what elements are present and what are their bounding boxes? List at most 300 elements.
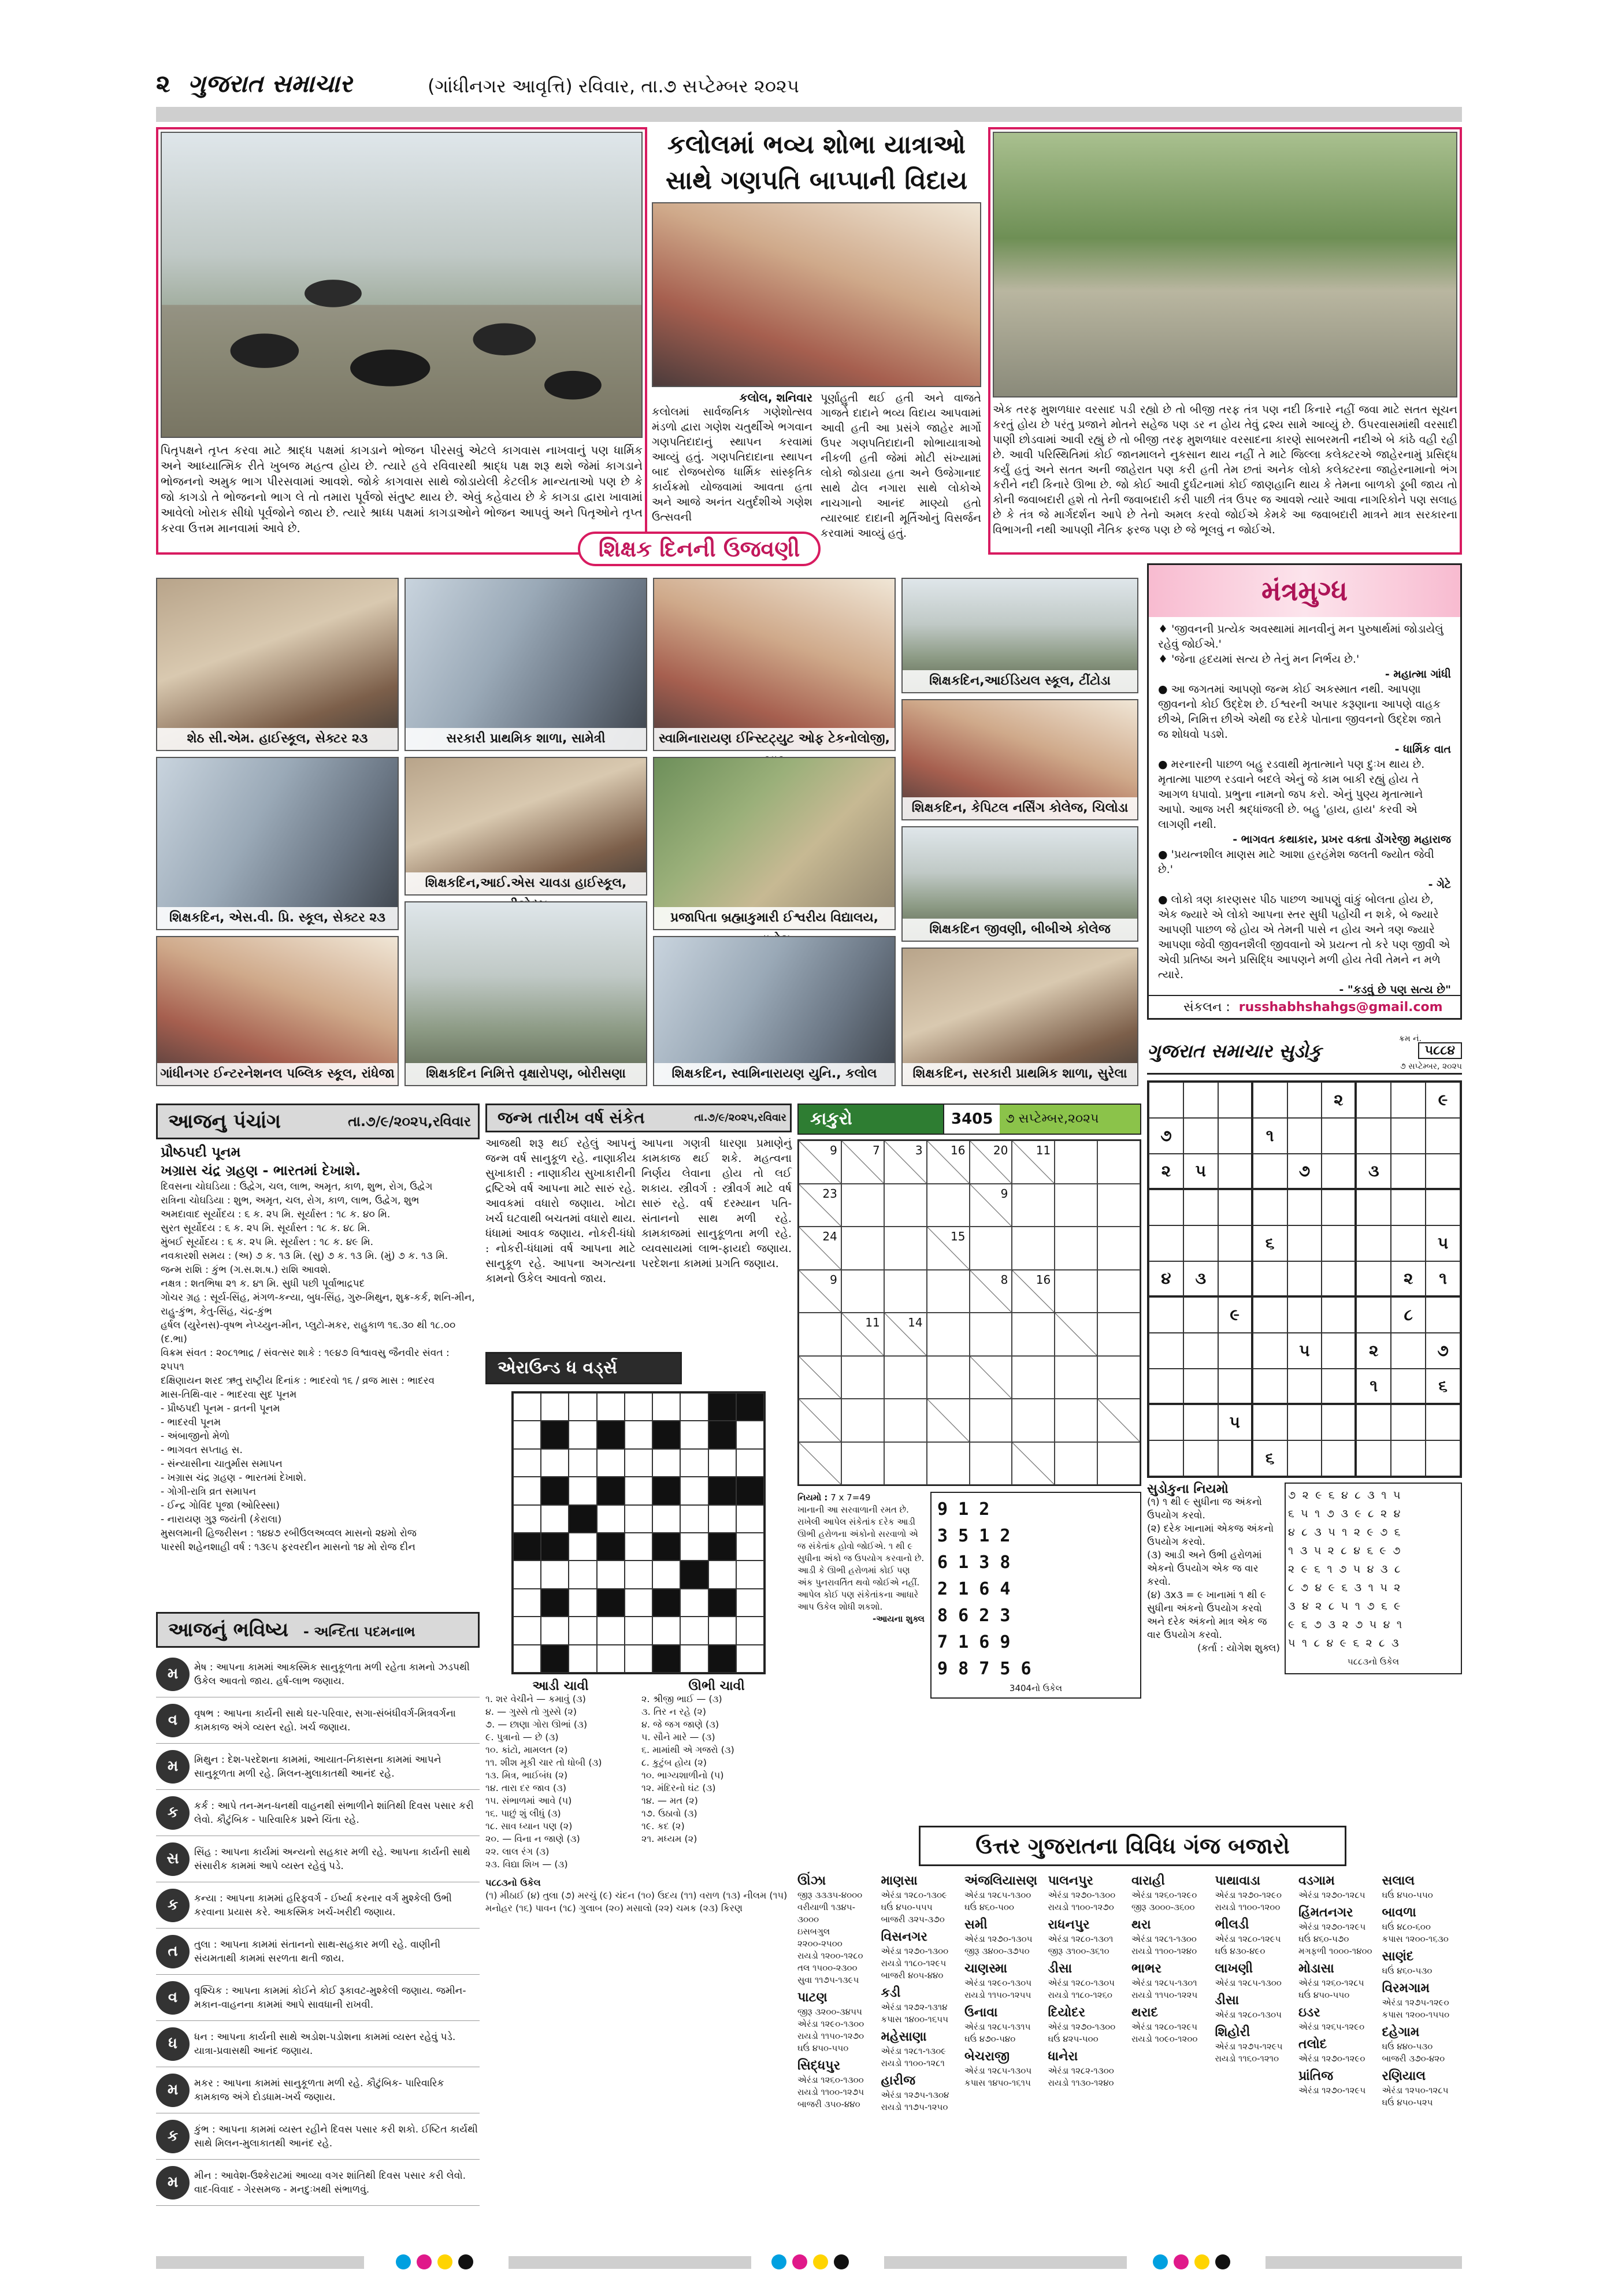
mandi-price: એરંડા ૧૨૭૦-૧૩૦૦ (1048, 2022, 1116, 2032)
sudoku-cell[interactable]: ૯ (1218, 1297, 1253, 1333)
sudoku-cell[interactable] (1218, 1261, 1253, 1297)
words-cell[interactable] (597, 1393, 625, 1421)
kakuro-entry-cell[interactable] (841, 1270, 884, 1313)
sudoku-cell[interactable] (1218, 1333, 1253, 1369)
words-cell[interactable] (680, 1617, 708, 1644)
sudoku-cell[interactable] (1322, 1297, 1356, 1333)
kakuro-clue-number: 9 (1000, 1186, 1008, 1201)
teachers-photo-12: શિક્ષકદિન, સ્વામિનારાયણ યુનિ., કલોલ (653, 936, 896, 1086)
words-cell[interactable] (569, 1477, 596, 1504)
across-title: આડી ચાવી (532, 1679, 589, 1693)
words-cell[interactable] (625, 1561, 652, 1588)
sudoku-cell[interactable] (1356, 1190, 1391, 1225)
words-cell[interactable] (597, 1645, 625, 1673)
mandi-price: એરંડા ૧૨૮૫-૧૩૦૦ (1215, 1978, 1282, 1988)
rashi-text: ધન : આપના કાર્યની સાથે અડોશ-પડોશના કામમાં વ્યસ્ત રહેવું પડે. યાત્રા-પ્રવાસથી આનંદ જણાય. (194, 2031, 456, 2057)
sudoku-cell[interactable] (1287, 1225, 1322, 1261)
words-cell[interactable] (513, 1449, 541, 1477)
sudoku-cell[interactable]: ૧ (1253, 1118, 1287, 1154)
rashi-icon: ક (156, 2120, 190, 2153)
kakuro-clue-cell (927, 1399, 970, 1442)
panchang-line: મુસલમાની હિજરીસન : ૧૪૪૭ રબીઉલઅવ્વલ માસનો ૨૪મો રોજ (161, 1528, 417, 1539)
kakuro-entry-cell[interactable] (927, 1356, 970, 1399)
kakuro-clue-cell (970, 1140, 1012, 1184)
mandi-price: રાયડો ૧૧૮૦-૧૨૯૫ (881, 1958, 947, 1968)
sudoku-cell[interactable]: ૩ (1183, 1261, 1218, 1297)
kakuro-entry-cell[interactable] (970, 1442, 1012, 1485)
registration-dot (771, 2254, 786, 2269)
teachers-photo-4: શિક્ષકદિન,આઈડિયલ સ્કૂલ, ટીંટોડા (901, 578, 1138, 693)
kakuro-entry-cell[interactable] (927, 1442, 970, 1485)
sudoku-cell[interactable]: ૬ (1253, 1440, 1287, 1476)
words-cell[interactable] (513, 1561, 541, 1588)
ganpati-headline (652, 127, 981, 199)
sudoku-cell[interactable] (1287, 1118, 1322, 1154)
mandi-price: એરંડા ૧૨૭૨-૧૩૧૪ (881, 2002, 948, 2012)
sudoku-cell[interactable] (1391, 1154, 1426, 1190)
sudoku-cell[interactable] (1356, 1405, 1391, 1440)
rashi-icon: મ (156, 1750, 190, 1784)
sudoku-cell[interactable]: ૨ (1149, 1154, 1183, 1190)
kakuro-entry-cell[interactable] (1097, 1313, 1140, 1356)
rashi-icon: ત (156, 1935, 190, 1968)
kakuro-entry-cell[interactable] (884, 1399, 927, 1442)
sudoku-cell[interactable] (1149, 1440, 1183, 1476)
mandi-price: એરંડા ૧૨૮૧-૧૩૦૯ (881, 2046, 947, 2056)
words-cell[interactable] (680, 1421, 708, 1448)
words-cell[interactable] (680, 1505, 708, 1533)
mandi-price: જીરૂ ૩૩૩૫-૪૦૦૦ (797, 1890, 863, 1900)
words-black-cell (708, 1645, 736, 1673)
words-cell[interactable] (680, 1645, 708, 1673)
sudoku-grid[interactable] (1147, 1080, 1462, 1478)
words-cell[interactable] (541, 1561, 569, 1588)
kakuro-entry-cell[interactable] (1055, 1270, 1097, 1313)
masthead-rule (156, 107, 1462, 122)
words-black-cell (597, 1421, 625, 1448)
kakuro-entry-cell[interactable] (1012, 1313, 1055, 1356)
mandi-city: પાલનપુર (1048, 1874, 1093, 1888)
sudoku-cell[interactable]: ૬ (1426, 1369, 1460, 1405)
sudoku-cell[interactable] (1391, 1333, 1426, 1369)
crows-text: પિતૃપક્ષને તૃપ્ત કરવા માટે શ્રાદ્ધ પક્ષમાં કાગડાને ભોજન પીરસવું એટલે કાગવાસ નાખવાનું પણ ધાર્મિક અને આધ્યાત્મિક રીતે ખુબજ મહત્વ હોય છે. ત્યારે હવે રવિવારથી શ્રાદ્ધ પક્ષ શરૂ થશે જેમાં કાગડાને ભોજનનો અમુક ભાગ પીરસવામાં આવશે. જોકે કાગવાસ સાથે જોડાયેલી કેટલીક માન્યતાઓ પણ છે કે જો કાગડો તે ભોજનનો ભાગ લે તો તમારા પૂર્વજો સંતુષ્ટ થાય છે. એવું કહેવાય છે કે કાગડા દ્વારા ખાવામાં આવેલો ખોરાક સીધો પૂર્વજોને જાય છે. ત્યારે શ્રાધ્ધ પક્ષમાં કાગડાઓને ભોજન આપવું અને પિતૃઓને તૃપ્ત કરવા ઉત્તમ માનવામાં આવે છે. (161, 443, 643, 535)
sudoku-cell[interactable]: ૨ (1391, 1261, 1426, 1297)
ganpati-body (652, 391, 981, 541)
kakuro-clue-number: 9 (830, 1272, 837, 1287)
kakuro-clue-cell (799, 1184, 841, 1227)
sudoku-cell[interactable] (1356, 1297, 1391, 1333)
kakuro-entry-cell[interactable] (1097, 1356, 1140, 1399)
kakuro-entry-cell[interactable] (884, 1356, 927, 1399)
mandi-price: રાયડો ૧૧૦૦-૧૨૭૫ (797, 2087, 864, 2097)
sudoku-cell[interactable] (1426, 1190, 1460, 1225)
kakuro-entry-cell[interactable] (1097, 1442, 1140, 1485)
kakuro-entry-cell[interactable] (1097, 1184, 1140, 1227)
mandi-price: એરંડા ૧૨૭૦-૧૩૦૦ (1048, 1890, 1116, 1900)
words-cell[interactable] (597, 1617, 625, 1644)
sudoku-cell[interactable] (1287, 1297, 1322, 1333)
words-cell[interactable] (569, 1589, 596, 1617)
sudoku-cell[interactable] (1322, 1225, 1356, 1261)
kakuro-clue-cell (927, 1140, 970, 1184)
sudoku-cell[interactable] (1183, 1297, 1218, 1333)
words-cell[interactable] (625, 1393, 652, 1421)
words-cell[interactable] (680, 1449, 708, 1477)
page-number: ૨ (156, 69, 170, 98)
words-cell[interactable] (680, 1393, 708, 1421)
words-cell[interactable] (652, 1561, 680, 1588)
words-cell[interactable] (625, 1533, 652, 1561)
sudoku-cell[interactable] (1322, 1440, 1356, 1476)
sudoku-cell[interactable] (1287, 1405, 1322, 1440)
mandi-city: હિંમતનગર (1298, 1905, 1353, 1920)
words-cell[interactable] (513, 1645, 541, 1673)
words-cell[interactable] (736, 1561, 764, 1588)
sudoku-cell[interactable] (1218, 1082, 1253, 1118)
sudoku-cell[interactable] (1183, 1225, 1218, 1261)
mandi-city: હારીજ (881, 2074, 916, 2088)
mandi-city: દહેગામ (1382, 2025, 1420, 2039)
mandi-city: ડીસા (1048, 1961, 1073, 1976)
sudoku-cell[interactable] (1391, 1369, 1426, 1405)
sudoku-cell[interactable]: ૩ (1356, 1154, 1391, 1190)
kakuro-entry-cell[interactable] (884, 1184, 927, 1227)
sudoku-cell[interactable] (1322, 1118, 1356, 1154)
words-cell[interactable] (541, 1449, 569, 1477)
kakuro-entry-cell[interactable] (970, 1227, 1012, 1270)
sudoku-cell[interactable]: ૨ (1322, 1082, 1356, 1118)
sudoku-cell[interactable] (1356, 1082, 1391, 1118)
words-cell[interactable] (541, 1393, 569, 1421)
sudoku-cell[interactable] (1356, 1440, 1391, 1476)
sudoku-cell[interactable] (1391, 1190, 1426, 1225)
sudoku-cell[interactable] (1253, 1082, 1287, 1118)
rashi-icon: વ (156, 1981, 190, 2015)
mantra-item-1: ♦ 'જીવનની પ્રત્યેક અવસ્થામાં માનવીનું મન પુરુષાર્થમાં જોડાયેલું રહેવું જોઈએ.' (1158, 623, 1443, 651)
mandi-city: મોડાસા (1298, 1961, 1334, 1976)
sudoku-cell[interactable] (1287, 1261, 1322, 1297)
sudoku-cell[interactable] (1253, 1261, 1287, 1297)
mantramugdh-title: મંત્રમુગ્ધ (1149, 565, 1460, 617)
kakuro-entry-cell[interactable] (1055, 1140, 1097, 1184)
words-cell[interactable] (597, 1505, 625, 1533)
sudoku-cell[interactable]: ૧ (1356, 1369, 1391, 1405)
kakuro-entry-cell[interactable] (841, 1356, 884, 1399)
kakuro-entry-cell[interactable] (884, 1270, 927, 1313)
words-cell[interactable] (708, 1505, 736, 1533)
mandi-city: ઉનાવા (964, 2005, 998, 2020)
kakuro-entry-cell[interactable] (1012, 1356, 1055, 1399)
kakuro-solution-row: 9 1 2 (937, 1499, 990, 1519)
panchang-line: માસ-તિથિ-વાર - ભાદરવા સુદ પૂનમ (161, 1389, 297, 1400)
mandi-price: વરીયાળી ૧૩૪૫- (797, 1902, 856, 1912)
birthday-section (485, 1104, 792, 1346)
sudoku-cell[interactable] (1149, 1225, 1183, 1261)
words-cell[interactable] (541, 1505, 569, 1533)
words-cell[interactable] (513, 1589, 541, 1617)
sudoku-cell[interactable] (1322, 1369, 1356, 1405)
sudoku-cell[interactable] (1322, 1405, 1356, 1440)
words-cell[interactable] (569, 1421, 596, 1448)
kakuro-entry-cell[interactable] (841, 1227, 884, 1270)
kakuro-entry-cell[interactable] (1097, 1270, 1140, 1313)
words-cell[interactable] (513, 1393, 541, 1421)
sudoku-cell[interactable] (1391, 1118, 1426, 1154)
mandi-column (797, 1870, 878, 2216)
sudoku-cell[interactable]: ૫ (1218, 1405, 1253, 1440)
sudoku-cell[interactable]: ૭ (1287, 1154, 1322, 1190)
words-cell[interactable] (736, 1421, 764, 1448)
kakuro-entry-cell[interactable] (841, 1399, 884, 1442)
around-words-grid[interactable] (511, 1391, 766, 1674)
kakuro-entry-cell[interactable] (841, 1184, 884, 1227)
sudoku-cell[interactable] (1183, 1369, 1218, 1405)
sudoku-cell[interactable] (1183, 1405, 1218, 1440)
kakuro-clue-cell (970, 1356, 1012, 1399)
kakuro-entry-cell[interactable] (927, 1313, 970, 1356)
mandi-city: થરા (1131, 1918, 1151, 1932)
kakuro-entry-cell[interactable] (927, 1270, 970, 1313)
kakuro-entry-cell[interactable] (1055, 1442, 1097, 1485)
words-cell[interactable] (736, 1449, 764, 1477)
compiler-label: સંકલન : (1183, 1000, 1230, 1015)
mandi-city: તલોદ (1298, 2037, 1327, 2052)
across-clue: ૧. શર વેચીને — કમાવું (૩) (485, 1693, 586, 1704)
mandi-city: પાટણ (797, 1990, 827, 2005)
sudoku-cell[interactable] (1183, 1118, 1218, 1154)
sudoku-cell[interactable]: ૫ (1426, 1225, 1460, 1261)
around-words-section (485, 1352, 792, 2224)
sudoku-cell[interactable] (1218, 1190, 1253, 1225)
around-words-clues (485, 1680, 792, 1871)
words-cell[interactable] (569, 1645, 596, 1673)
kakuro-grid[interactable] (797, 1139, 1141, 1486)
words-cell[interactable] (736, 1505, 764, 1533)
sudoku-cell[interactable]: ૭ (1426, 1333, 1460, 1369)
sudoku-cell[interactable] (1183, 1082, 1218, 1118)
sudoku-cell[interactable] (1183, 1440, 1218, 1476)
mandi-price: ઘઉં ૪૫૦-૫૫૦ (1298, 1990, 1350, 2000)
sudoku-cell[interactable] (1149, 1333, 1183, 1369)
rashi-text: તુલા : આપના કામમાં સંતાનનો સાથ-સહકાર મળી રહે. વાણીની સંયમતાથી કામમાં સરળતા થતી જાય. (194, 1938, 441, 1964)
sudoku-cell[interactable]: ૯ (1426, 1082, 1460, 1118)
rashi-row (156, 2160, 480, 2206)
registration-dot (813, 2254, 828, 2269)
registration-dot (396, 2254, 411, 2269)
words-cell[interactable] (625, 1617, 652, 1644)
words-cell[interactable] (597, 1561, 625, 1588)
sudoku-cell[interactable] (1183, 1190, 1218, 1225)
kakuro-clue-number: 24 (822, 1229, 837, 1243)
words-cell[interactable] (652, 1393, 680, 1421)
sudoku-cell[interactable] (1218, 1118, 1253, 1154)
words-cell[interactable] (625, 1449, 652, 1477)
sudoku-cell[interactable] (1356, 1261, 1391, 1297)
sudoku-cell[interactable]: ૫ (1287, 1333, 1322, 1369)
kakuro-entry-cell[interactable] (970, 1313, 1012, 1356)
sudoku-cell[interactable] (1426, 1118, 1460, 1154)
down-clue: ૧૨. મંદિરનો ઘંટ (૩) (641, 1782, 716, 1793)
words-cell[interactable] (736, 1617, 764, 1644)
words-cell[interactable] (736, 1589, 764, 1617)
sudoku-cell[interactable] (1218, 1369, 1253, 1405)
kakuro-entry-cell[interactable] (1012, 1399, 1055, 1442)
words-cell[interactable] (680, 1533, 708, 1561)
sudoku-cell[interactable] (1218, 1225, 1253, 1261)
kakuro-solution-row: 8 6 2 3 (937, 1606, 1011, 1626)
words-cell[interactable] (652, 1617, 680, 1644)
sudoku-cell[interactable] (1218, 1440, 1253, 1476)
sudoku-cell[interactable]: ૬ (1253, 1225, 1287, 1261)
sudoku-cell[interactable]: ૪ (1149, 1261, 1183, 1297)
sudoku-cell[interactable] (1149, 1190, 1183, 1225)
sudoku-cell[interactable] (1253, 1405, 1287, 1440)
mandi-city: બેચરાજી (964, 2049, 1010, 2064)
compiler-email[interactable]: russhabhshahgs@gmail.com (1238, 1000, 1443, 1015)
words-cell[interactable] (569, 1393, 596, 1421)
sudoku-cell[interactable] (1322, 1261, 1356, 1297)
sudoku-cell[interactable] (1391, 1440, 1426, 1476)
words-cell[interactable] (569, 1617, 596, 1644)
sudoku-cell[interactable] (1426, 1440, 1460, 1476)
kakuro-entry-cell[interactable] (884, 1442, 927, 1485)
footer-rule-left (156, 2256, 364, 2269)
mandi-city: રાધનપુર (1048, 1918, 1090, 1932)
words-cell[interactable] (625, 1589, 652, 1617)
words-cell[interactable] (541, 1617, 569, 1644)
kakuro-entry-cell[interactable] (970, 1399, 1012, 1442)
words-cell[interactable] (597, 1449, 625, 1477)
kakuro-entry-cell[interactable] (1097, 1227, 1140, 1270)
words-cell[interactable] (569, 1449, 596, 1477)
kakuro-entry-cell[interactable] (927, 1184, 970, 1227)
sudoku-cell[interactable] (1218, 1154, 1253, 1190)
words-cell[interactable] (680, 1589, 708, 1617)
words-cell[interactable] (625, 1505, 652, 1533)
words-cell[interactable] (708, 1561, 736, 1588)
sudoku-cell[interactable] (1253, 1297, 1287, 1333)
sudoku-cell[interactable] (1253, 1369, 1287, 1405)
words-cell[interactable] (652, 1505, 680, 1533)
words-cell[interactable] (513, 1617, 541, 1644)
sudoku-cell[interactable]: ૫ (1183, 1154, 1218, 1190)
kakuro-entry-cell[interactable] (1012, 1184, 1055, 1227)
sudoku-cell[interactable] (1391, 1405, 1426, 1440)
sudoku-cell[interactable] (1356, 1118, 1391, 1154)
sudoku-cell[interactable] (1149, 1405, 1183, 1440)
mantra-credit-4: - ગેટે (1428, 878, 1451, 891)
registration-dot (458, 2254, 473, 2269)
words-cell[interactable] (652, 1449, 680, 1477)
words-black-cell (708, 1477, 736, 1504)
sudoku-cell[interactable] (1149, 1082, 1183, 1118)
words-cell[interactable] (680, 1477, 708, 1504)
sudoku-cell[interactable]: ૭ (1149, 1118, 1183, 1154)
kakuro-clue-number: 11 (865, 1316, 880, 1329)
words-cell[interactable] (513, 1505, 541, 1533)
footer-rule-mid2 (884, 2256, 1127, 2269)
words-cell[interactable] (625, 1421, 652, 1448)
words-cell[interactable] (625, 1645, 652, 1673)
kakuro-entry-cell[interactable] (1097, 1140, 1140, 1184)
sudoku-cell[interactable] (1391, 1082, 1426, 1118)
sudoku-cell[interactable] (1426, 1405, 1460, 1440)
mandi-price: એરંડા ૧૨૮૫-૧૩૧૫ (964, 2022, 1031, 2032)
sudoku-cell[interactable] (1322, 1333, 1356, 1369)
sudoku-cell[interactable] (1287, 1440, 1322, 1476)
sudoku-cell[interactable]: ૧ (1426, 1261, 1460, 1297)
words-cell[interactable] (625, 1477, 652, 1504)
kakuro-rules-size: 7 x 7=49 (830, 1492, 871, 1503)
words-cell[interactable] (708, 1617, 736, 1644)
kakuro-clue-cell (799, 1356, 841, 1399)
words-cell[interactable] (513, 1421, 541, 1448)
sudoku-cell[interactable] (1149, 1369, 1183, 1405)
mandi-column (1298, 1870, 1379, 2216)
words-black-cell (541, 1421, 569, 1448)
kakuro-entry-cell[interactable] (884, 1227, 927, 1270)
sudoku-cell[interactable] (1391, 1225, 1426, 1261)
sudoku-cell[interactable] (1287, 1190, 1322, 1225)
words-cell[interactable] (736, 1533, 764, 1561)
sudoku-cell[interactable] (1149, 1297, 1183, 1333)
kakuro-entry-cell[interactable] (841, 1442, 884, 1485)
footer-color-dots-left (393, 2254, 476, 2272)
kakuro-entry-cell[interactable] (799, 1313, 841, 1356)
sudoku-cell[interactable] (1322, 1190, 1356, 1225)
words-black-cell (708, 1421, 736, 1448)
ganpati-headline-2: સાથે ગણપતિ બાપ્પાની વિદાય (665, 166, 968, 195)
words-cell[interactable] (569, 1561, 596, 1588)
mandi-price: બાજરી ૩૭૦-૪૨૦ (1382, 2053, 1445, 2064)
around-words-header: એરાઉન્ડ ધ વર્ડ્સ (485, 1352, 682, 1384)
sudoku-cell[interactable] (1183, 1333, 1218, 1369)
kakuro-entry-cell[interactable] (1055, 1184, 1097, 1227)
sudoku-cell[interactable]: ૮ (1391, 1297, 1426, 1333)
sudoku-cell[interactable] (1253, 1333, 1287, 1369)
mandi-price: સુવા ૧૧૭૫-૧૩૯૫ (797, 1975, 859, 1985)
words-cell[interactable] (569, 1533, 596, 1561)
words-cell[interactable] (513, 1477, 541, 1504)
sudoku-cell[interactable] (1426, 1297, 1460, 1333)
sudoku-cell[interactable] (1322, 1154, 1356, 1190)
words-cell[interactable] (736, 1645, 764, 1673)
sudoku-cell[interactable] (1253, 1154, 1287, 1190)
sudoku-cell[interactable]: ૨ (1356, 1333, 1391, 1369)
mandi-price: એરંડા ૧૨૬૦-૧૨૮૫ (1298, 1978, 1364, 1988)
kakuro-entry-cell[interactable] (1055, 1399, 1097, 1442)
sudoku-cell[interactable] (1287, 1369, 1322, 1405)
kakuro-entry-cell[interactable] (1012, 1227, 1055, 1270)
kakuro-clue-number: 3 (915, 1143, 923, 1157)
kakuro-clue-number: 20 (993, 1143, 1008, 1157)
registration-dot (1194, 2254, 1209, 2269)
mantra-item-5: ● 'પ્રયત્નશીલ માણસ માટે આશા હરહંમેશ જલતી જ્યોત જેવી છે.' (1158, 848, 1434, 876)
sudoku-lower (1147, 1483, 1462, 1674)
kakuro-entry-cell[interactable] (1055, 1356, 1097, 1399)
rashi-row (156, 1744, 480, 1790)
rashi-row (156, 2067, 480, 2113)
mandi-price: રાયડો ૧૧૭૫-૧૨૫૦ (881, 2102, 948, 2112)
kakuro-date: ૭ સપ્ટેમ્બર,૨૦૨૫ (1000, 1105, 1140, 1134)
sudoku-cell[interactable] (1356, 1225, 1391, 1261)
words-cell[interactable] (708, 1449, 736, 1477)
kakuro-entry-cell[interactable] (1055, 1227, 1097, 1270)
mandi-column (1215, 1870, 1296, 2216)
sudoku-cell[interactable] (1287, 1082, 1322, 1118)
sudoku-cell[interactable] (1426, 1154, 1460, 1190)
sudoku-cell[interactable] (1253, 1190, 1287, 1225)
